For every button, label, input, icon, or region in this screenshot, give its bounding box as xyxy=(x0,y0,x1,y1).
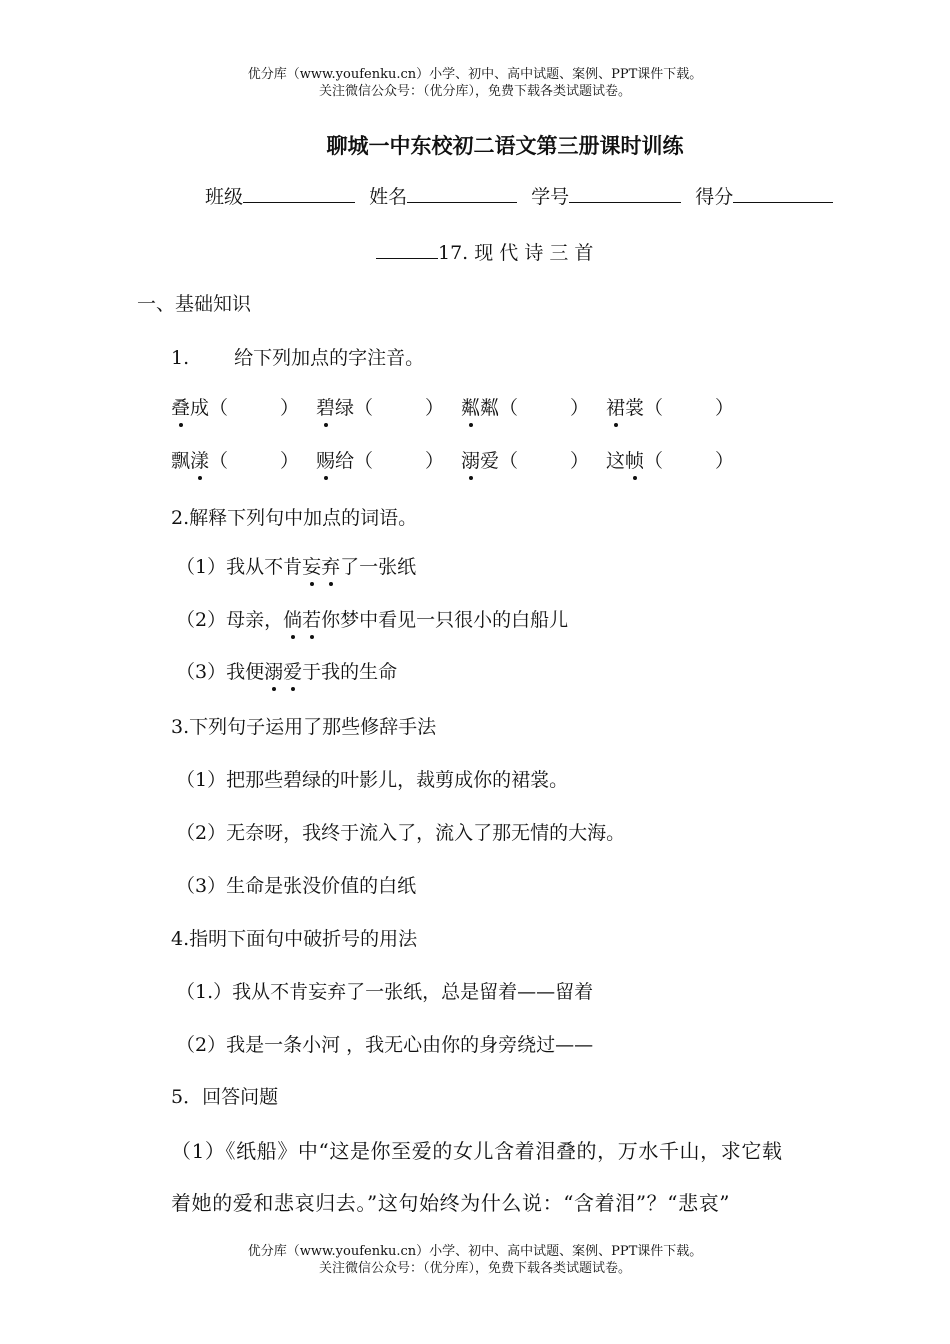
pinyin-item: 赐给（ ） xyxy=(316,446,444,473)
pinyin-item: 飘漾（ ） xyxy=(171,446,299,473)
q5-paragraph-line-2: 着她的爱和悲哀归去。”这句始终为什么说：“含着泪”？“悲哀” xyxy=(171,1191,731,1215)
q5-paragraph-line-1: （1）《纸船》中“这是你至爱的女儿含着泪叠的，万水千山，求它载 xyxy=(171,1139,783,1163)
dotted-char: 弃 xyxy=(321,552,340,579)
question-5: 5．回答问题 xyxy=(171,1086,279,1108)
pinyin-item: 溺爱（ ） xyxy=(461,446,589,473)
q2-sentence-3: （3）我便溺爱于我的生命 xyxy=(176,657,397,684)
pinyin-item: 粼粼（ ） xyxy=(461,393,589,420)
class-blank[interactable] xyxy=(243,182,355,203)
dotted-char: 倘 xyxy=(283,605,302,632)
pinyin-item: 叠成（ ） xyxy=(171,393,299,420)
lesson-underline xyxy=(376,240,438,259)
page-footer xyxy=(0,1243,950,1277)
q1-text: 给下列加点的字注音。 xyxy=(234,347,425,369)
q3-sentence-3: （3）生命是张没价值的白纸 xyxy=(176,875,417,897)
footer-line-1: 优分库（www.youfenku.cn）小学、初中、高中试题、案例、PPT课件下载。 xyxy=(247,1244,703,1259)
page-header xyxy=(0,66,950,100)
dotted-char: 叠 xyxy=(171,393,190,420)
dotted-char: 裙 xyxy=(606,393,625,420)
header-line-1: 优分库（www.youfenku.cn）小学、初中、高中试题、案例、PPT课件下载。 xyxy=(247,67,703,82)
q4-sentence-1: （1.）我从不肯妄弃了一张纸，总是留着——留着 xyxy=(176,981,594,1003)
section-heading: 一、基础知识 xyxy=(137,293,252,315)
page-title: 聊城一中东校初二语文第三册课时训练 xyxy=(326,134,684,158)
dotted-char: 爱 xyxy=(283,657,302,684)
q2-sentence-1: （1）我从不肯妄弃了一张纸 xyxy=(176,552,416,579)
number-label: 学号 xyxy=(531,186,570,208)
q3-sentence-1: （1）把那些碧绿的叶影儿，裁剪成你的裙裳。 xyxy=(176,769,569,791)
dotted-char: 帧 xyxy=(625,446,644,473)
pinyin-item: 这帧（ ） xyxy=(606,446,734,473)
dotted-char: 妄 xyxy=(302,552,321,579)
question-3: 3.下列句子运用了那些修辞手法 xyxy=(171,716,437,738)
q1-number: 1. xyxy=(171,347,190,369)
score-blank[interactable] xyxy=(733,182,833,203)
score-label: 得分 xyxy=(695,186,734,208)
student-info-line xyxy=(205,182,833,209)
name-label: 姓名 xyxy=(369,186,408,208)
dotted-char: 若 xyxy=(302,605,321,632)
question-2: 2.解释下列句中加点的词语。 xyxy=(171,507,418,529)
dotted-char: 溺 xyxy=(461,446,480,473)
name-blank[interactable] xyxy=(407,182,517,203)
dotted-char: 粼 xyxy=(461,393,480,420)
number-blank[interactable] xyxy=(569,182,681,203)
question-1 xyxy=(171,343,424,370)
lesson-text: 17. 现 代 诗 三 首 xyxy=(438,242,594,264)
q2-sentence-2: （2）母亲，倘若你梦中看见一只很小的白船儿 xyxy=(176,605,568,632)
pinyin-item: 裙裳（ ） xyxy=(606,393,734,420)
q4-sentence-2: （2）我是一条小河 ，我无心由你的身旁绕过—— xyxy=(176,1034,594,1056)
class-label: 班级 xyxy=(205,186,244,208)
footer-line-2: 关注微信公众号：（优分库），免费下载各类试题试卷。 xyxy=(318,1261,631,1276)
dotted-char: 碧 xyxy=(316,393,335,420)
dotted-char: 赐 xyxy=(316,446,335,473)
pinyin-item: 碧绿（ ） xyxy=(316,393,444,420)
question-4: 4.指明下面句中破折号的用法 xyxy=(171,928,418,950)
dotted-char: 漾 xyxy=(190,446,209,473)
q3-sentence-2: （2）无奈呀，我终于流入了，流入了那无情的大海。 xyxy=(176,822,626,844)
header-line-2: 关注微信公众号：（优分库），免费下载各类试题试卷。 xyxy=(318,84,631,99)
lesson-title xyxy=(376,238,593,265)
dotted-char: 溺 xyxy=(264,657,283,684)
